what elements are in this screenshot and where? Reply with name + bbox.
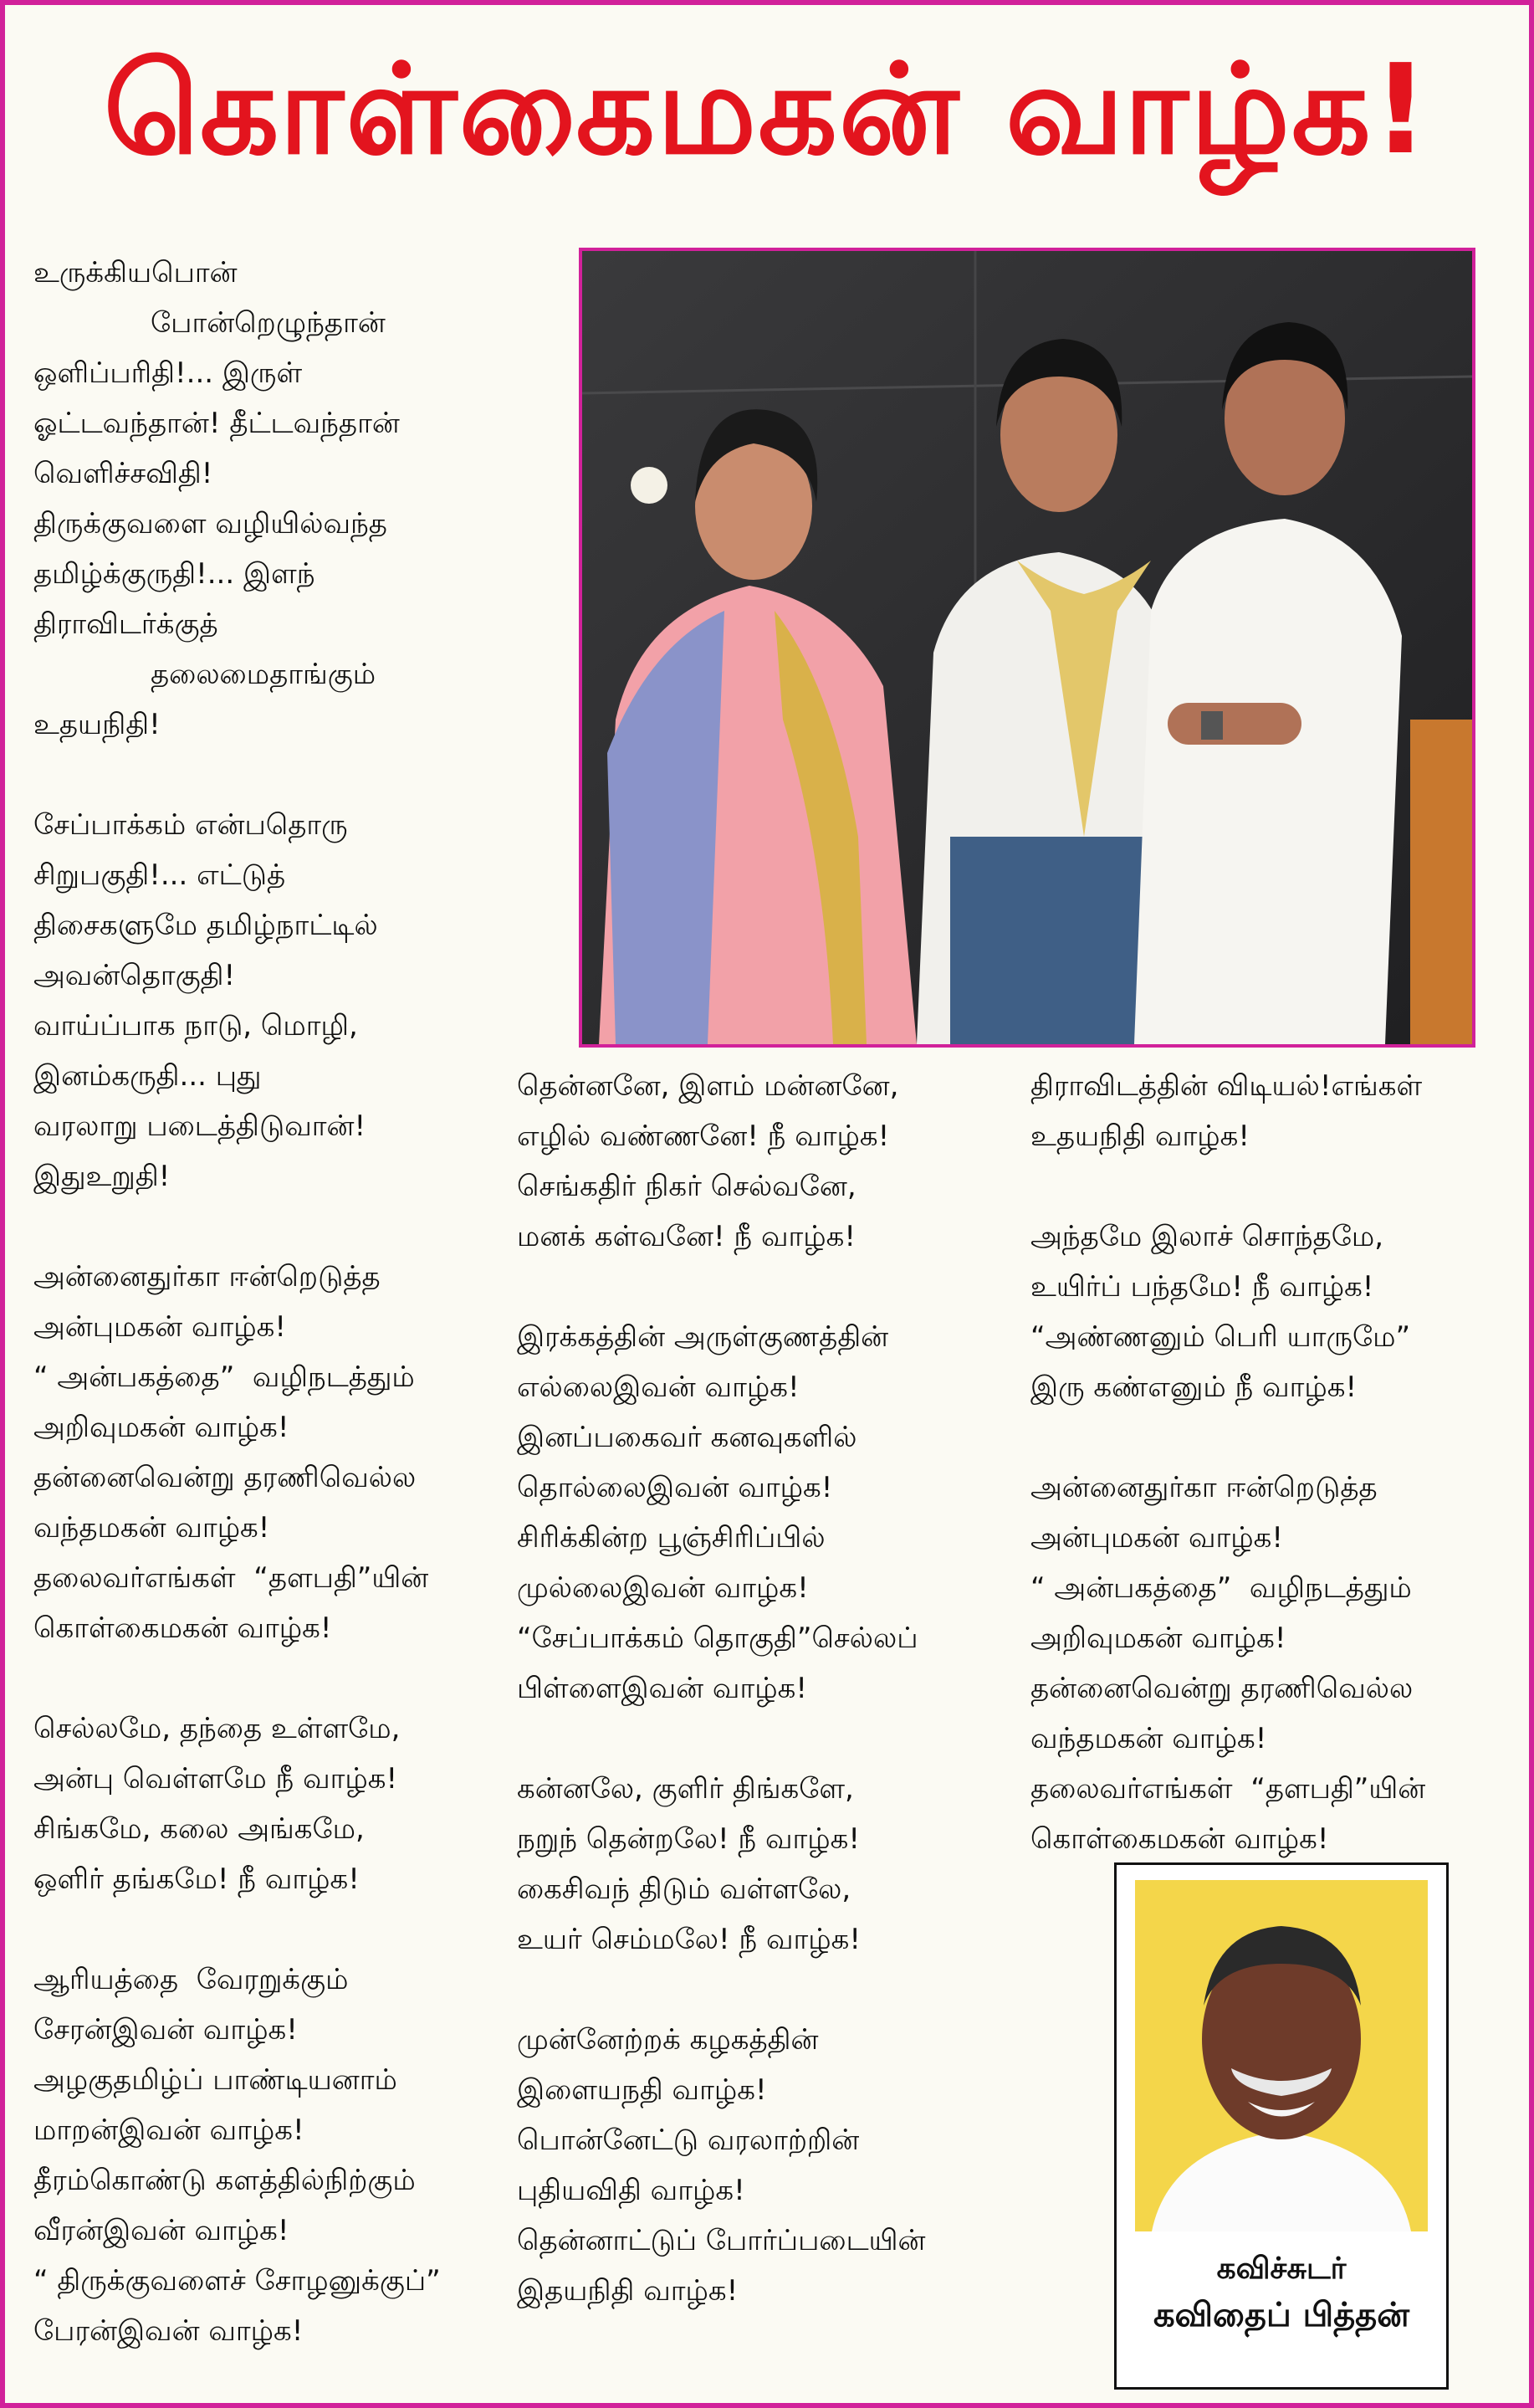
stanza [33,1252,535,1653]
poem-line: சிறுபகுதி!... எட்டுத் [33,858,286,892]
poem-line: “சேப்பாக்கம் தொகுதி”செல்லப் [517,1622,918,1655]
poem-line: ஆரியத்தை வேரறுக்கும் [33,1963,349,1996]
poem-line: அன்பு வெள்ளமே நீ வாழ்க! [33,1762,398,1796]
poem-line: தன்னைவென்று தரணிவெல்ல [33,1461,417,1494]
poem-line: நறுந் தென்றலே! நீ வாழ்க! [517,1822,861,1856]
poem-line: “ திருக்குவளைச் சோழனுக்குப்” [33,2264,441,2298]
poet-title: கவிச்சுடர் [1216,2252,1347,2286]
poem-line: கைசிவந் திடும் வள்ளலே, [517,1873,851,1906]
poem-column-2 [517,1061,1035,2316]
poem-line: “அண்ணனும் பெரி யாருமே” [1030,1320,1411,1354]
poem-line: கொள்கைமகன் வாழ்க! [33,1611,332,1645]
poem-line: தன்னைவென்று தரணிவெல்ல [1030,1672,1414,1705]
poem-line: தலைவர்எங்கள் “தளபதி”யின் [33,1561,429,1595]
stanza [1030,1061,1524,1161]
poem-line: தீரம்கொண்டு களத்தில்நிற்கும் [33,2164,416,2197]
poem-line: மனக் கள்வனே! நீ வாழ்க! [517,1220,856,1253]
poem-line: திராவிடர்க்குத் [33,607,218,641]
poem-line: சிரிக்கின்ற பூஞ்சிரிப்பில் [517,1521,826,1555]
poem-line: கன்னலே, குளிர் திங்களே, [517,1772,854,1806]
poem-line: எல்லைஇவன் வாழ்க! [517,1371,800,1404]
poem-line: உயர் செம்மலே! நீ வாழ்க! [517,1923,862,1956]
poem-line: வீரன்இவன் வாழ்க! [33,2214,289,2247]
poem-line: முல்லைஇவன் வாழ்க! [517,1571,809,1605]
poem-line: செல்லமே, தந்தை உள்ளமே, [33,1712,401,1745]
poem-line: அன்புமகன் வாழ்க! [1030,1521,1283,1555]
stanza [33,248,535,750]
poem-line: அன்னைதுர்கா ஈன்றெடுத்த [33,1260,381,1294]
stanza [33,800,535,1201]
poem-line: ஒளிர் தங்கமே! நீ வாழ்க! [33,1862,360,1896]
poem-line: உதயநிதி! [33,708,161,741]
poem-line: இதயநிதி வாழ்க! [517,2274,739,2308]
poem-column-1 [33,248,535,2356]
poem-line: போன்றெழுந்தான் [151,306,386,340]
poem-line: சிங்கமே, கலை அங்கமே, [33,1812,365,1846]
poem-line: தமிழ்க்குருதி!... இளந் [33,557,315,591]
headline: கொள்கைமகன் வாழ்க! [103,38,1431,182]
poem-line: தொல்லைஇவன் வாழ்க! [517,1471,833,1504]
poem-column-3 [1030,1061,1524,1864]
poet-box [1114,1862,1449,2390]
poem-line: இனப்பகைவர் கனவுகளில் [517,1421,857,1454]
poet-name: கவிதைப் பித்தன் [1153,2296,1410,2334]
poem-line: உருக்கியபொன் [33,256,238,289]
poem-line: சேரன்இவன் வாழ்க! [33,2013,298,2047]
poem-line: உயிர்ப் பந்தமே! நீ வாழ்க! [1030,1270,1374,1304]
stanza [33,1704,535,1904]
poem-line: அறிவுமகன் வாழ்க! [1030,1622,1286,1655]
poem-line: செங்கதிர் நிகர் செல்வனே, [517,1170,856,1203]
poem-line: இரக்கத்தின் அருள்குணத்தின் [517,1320,889,1354]
poem-line: பிள்ளைஇவன் வாழ்க! [517,1672,807,1705]
poem-line: தென்னனே, இளம் மன்னனே, [517,1069,899,1103]
poem-line: பேரன்இவன் வாழ்க! [33,2314,304,2348]
poem-line: திருக்குவளை வழியில்வந்த [33,507,387,541]
poem-line: அறிவுமகன் வாழ்க! [33,1411,289,1444]
poem-line: உதயநிதி வாழ்க! [1030,1119,1250,1153]
main-photo [579,248,1475,1048]
poem-line: “ அன்பகத்தை” வழிநடத்தும் [1030,1571,1412,1605]
poem-line: இரு கண்எனும் நீ வாழ்க! [1030,1371,1358,1404]
poem-line: வாய்ப்பாக நாடு, மொழி, [33,1009,358,1043]
poem-line: இனம்கருதி... புது [33,1059,262,1093]
poem-line: அன்புமகன் வாழ்க! [33,1310,286,1344]
poet-photo [1135,1880,1428,2231]
stanza [33,1955,535,2356]
stanza [1030,1212,1524,1412]
poem-line: சேப்பாக்கம் என்பதொரு [33,808,348,842]
poem-line: ஒளிப்பரிதி!... இருள் [33,356,303,390]
poem-line: ஓட்டவந்தான்! தீட்டவந்தான் [33,407,400,440]
stanza [1030,1463,1524,1864]
poem-line: “ அன்பகத்தை” வழிநடத்தும் [33,1360,415,1394]
poem-line: அழகுதமிழ்ப் பாண்டியனாம் [33,2063,397,2097]
poem-line: தலைவர்எங்கள் “தளபதி”யின் [1030,1772,1426,1806]
poem-line: புதியவிதி வாழ்க! [517,2174,745,2207]
poem-line: எழில் வண்ணனே! நீ வாழ்க! [517,1119,890,1153]
stanza [517,1764,1035,1965]
poem-line: வெளிச்சவிதி! [33,457,213,490]
poem-line: அன்னைதுர்கா ஈன்றெடுத்த [1030,1471,1378,1504]
poem-line: இதுஉறுதி! [33,1160,171,1193]
poem-line: திராவிடத்தின் விடியல்!எங்கள் [1030,1069,1423,1103]
poem-line: தென்னாட்டுப் போர்ப்படையின் [517,2224,926,2257]
poem-line: வந்தமகன் வாழ்க! [33,1511,270,1545]
poem-line: பொன்னேட்டு வரலாற்றின் [517,2124,860,2157]
stanza [517,1061,1035,1262]
stanza [517,2015,1035,2316]
poem-line: தலைமைதாங்கும் [151,658,376,691]
poem-line: அவன்தொகுதி! [33,959,236,992]
poem-line: வந்தமகன் வாழ்க! [1030,1722,1267,1755]
poem-line: மாறன்இவன் வாழ்க! [33,2113,304,2147]
stanza [517,1312,1035,1714]
poem-line: திசைகளுமே தமிழ்நாட்டில் [33,909,378,942]
poem-line: கொள்கைமகன் வாழ்க! [1030,1822,1329,1856]
poem-line: அந்தமே இலாச் சொந்தமே, [1030,1220,1384,1253]
poem-line: வரலாறு படைத்திடுவான்! [33,1109,366,1143]
poem-line: முன்னேற்றக் கழகத்தின் [517,2023,819,2057]
poem-line: இளையநதி வாழ்க! [517,2073,767,2107]
